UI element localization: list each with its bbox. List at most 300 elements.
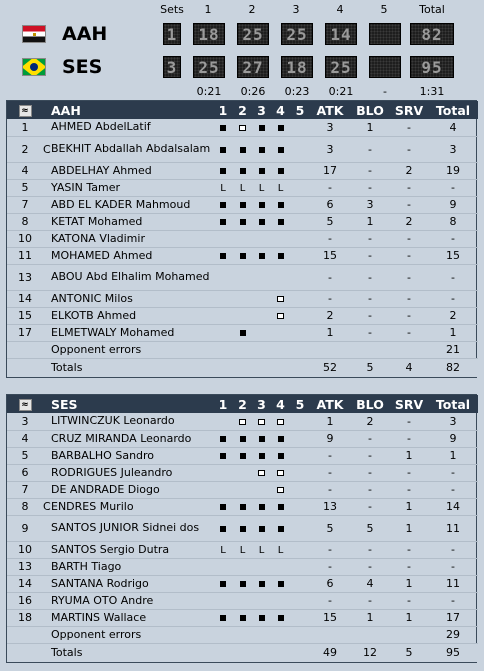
table-row	[7, 290, 478, 307]
set-1-participation	[213, 498, 233, 515]
srv-value: 2	[405, 164, 413, 177]
set-5-participation	[290, 515, 310, 541]
set-1-participation	[213, 592, 233, 609]
table-row	[7, 179, 478, 196]
set-4-participation	[271, 575, 290, 592]
sets-won: 3	[163, 56, 181, 78]
libero-marker: L	[258, 183, 265, 194]
team-stats-panel-ses	[6, 394, 477, 663]
atk-value: -	[328, 270, 332, 284]
blo-value: -	[368, 181, 372, 194]
col-set-3: 3	[257, 102, 266, 118]
total-value: 11	[446, 577, 460, 590]
starter-square-icon	[240, 504, 246, 510]
player-number: 11	[18, 249, 32, 262]
starter-square-icon	[240, 253, 246, 259]
captain-marker: C	[43, 500, 51, 513]
srv-value: -	[407, 270, 411, 284]
starter-square-icon	[259, 168, 265, 174]
col-total: Total	[435, 102, 471, 118]
player-number: 17	[18, 326, 32, 339]
player-number: 6	[21, 466, 29, 479]
set-2-participation	[233, 464, 252, 481]
captain-marker	[43, 481, 51, 498]
set-2-participation	[233, 179, 252, 196]
col-blo: BLO	[356, 102, 384, 118]
starter-square-icon	[278, 253, 284, 259]
atk-value: -	[328, 560, 332, 573]
player-name[interactable]: LITWINCZUK Leonardo	[51, 414, 175, 428]
player-number: 14	[18, 577, 32, 590]
table-row	[7, 264, 478, 290]
player-number: 7	[21, 483, 29, 496]
duration-set-5: -	[383, 85, 387, 98]
captain-marker	[43, 290, 51, 307]
set-3-participation	[252, 136, 271, 162]
blo-value: -	[368, 232, 372, 245]
player-name[interactable]: BEKHIT Abdallah Abdalsalam	[51, 142, 211, 155]
table-row	[7, 119, 478, 136]
player-name[interactable]: SANTOS JUNIOR Sidnei dos	[51, 521, 200, 534]
duration-set-1: 0:21	[196, 85, 222, 98]
atk-value: 6	[326, 198, 334, 211]
set-5-participation	[290, 464, 310, 481]
captain-marker	[43, 119, 51, 136]
captain-marker: C	[43, 142, 51, 156]
total-value: -	[451, 543, 455, 556]
atk-value: -	[328, 232, 332, 245]
player-name[interactable]: CRUZ MIRANDA Leonardo	[51, 431, 192, 445]
scoreboard-header	[0, 3, 484, 15]
captain-marker	[43, 264, 51, 290]
blo-value: -	[368, 270, 372, 284]
total-value: 9	[449, 432, 457, 445]
set-3-label: 3	[292, 3, 300, 16]
set-1-participation	[213, 247, 233, 264]
totals-blo: 12	[363, 646, 377, 660]
totals-row	[7, 358, 478, 377]
starter-square-icon	[220, 453, 226, 459]
blo-value: -	[368, 483, 372, 496]
set-1-participation	[213, 119, 233, 136]
total-value: -	[451, 594, 455, 607]
opponent-errors-row	[7, 341, 478, 358]
set-3-participation	[252, 324, 271, 341]
srv-value: 1	[405, 449, 413, 462]
substitute-square-icon	[258, 419, 265, 425]
set-4-participation	[271, 498, 290, 515]
set-2-participation	[233, 575, 252, 592]
set-2-participation	[233, 541, 252, 558]
total-score: 82	[410, 23, 454, 45]
srv-value: 1	[405, 611, 413, 624]
player-number: 1	[21, 120, 29, 134]
atk-value: 5	[326, 521, 334, 535]
starter-square-icon	[259, 526, 265, 532]
srv-value: 1	[405, 500, 413, 513]
captain-marker	[43, 464, 51, 481]
table-row	[7, 324, 478, 341]
blo-value: -	[368, 164, 372, 177]
libero-marker: L	[258, 545, 265, 556]
player-name[interactable]: MOHAMED Ahmed	[51, 248, 153, 262]
col-atk: ATK	[316, 396, 344, 412]
total-value: 9	[449, 198, 457, 211]
table-header	[7, 395, 478, 413]
starter-square-icon	[220, 125, 226, 131]
player-number: 5	[21, 181, 29, 194]
collapse-toggle-icon[interactable]: ≈	[19, 399, 32, 411]
player-name[interactable]: ABDELHAY Ahmed	[51, 163, 152, 177]
blo-value: -	[368, 500, 372, 513]
atk-value: 1	[326, 326, 334, 339]
set-1-participation	[213, 558, 233, 575]
player-name[interactable]: KETAT Mohamed	[51, 214, 143, 228]
srv-value: -	[407, 198, 411, 211]
player-number: 8	[21, 215, 29, 228]
atk-value: -	[328, 543, 332, 556]
table-row	[7, 196, 478, 213]
starter-square-icon	[259, 147, 265, 153]
set-3-participation	[252, 447, 271, 464]
set-2-participation	[233, 136, 252, 162]
set-score-2: 25	[237, 23, 269, 45]
srv-value: -	[407, 142, 411, 156]
set-3-participation	[252, 196, 271, 213]
total-value: 3	[449, 414, 457, 428]
starter-square-icon	[278, 615, 284, 621]
set-score-5	[369, 23, 401, 45]
duration-set-2: 0:26	[240, 85, 266, 98]
atk-value: 6	[326, 577, 334, 590]
set-2-participation	[233, 119, 252, 136]
set-1-participation	[213, 213, 233, 230]
set-4-participation	[271, 464, 290, 481]
atk-value: -	[328, 449, 332, 462]
set-2-participation	[233, 609, 252, 626]
set-1-participation	[213, 196, 233, 213]
table-row	[7, 481, 478, 498]
set-4-participation	[271, 324, 290, 341]
starter-square-icon	[220, 615, 226, 621]
set-1-participation	[213, 413, 233, 430]
substitute-square-icon	[277, 487, 284, 493]
set-4-participation	[271, 247, 290, 264]
player-name[interactable]: ABD EL KADER Mahmoud	[51, 197, 191, 211]
player-name[interactable]: RYUMA OTO Andre	[51, 593, 154, 607]
blo-value: -	[368, 292, 372, 305]
player-name[interactable]: MARTINS Wallace	[51, 610, 147, 624]
captain-marker	[43, 413, 51, 430]
captain-marker	[43, 558, 51, 575]
set-3-participation	[252, 162, 271, 179]
player-name[interactable]: ELMETWALY Mohamed	[51, 325, 175, 339]
set-5-label: 5	[380, 3, 388, 16]
set-1-participation	[213, 447, 233, 464]
starter-square-icon	[220, 504, 226, 510]
srv-value: -	[407, 432, 411, 445]
table-row	[7, 230, 478, 247]
captain-marker	[43, 179, 51, 196]
set-1-participation	[213, 430, 233, 447]
set-5-participation	[290, 592, 310, 609]
set-3-participation	[252, 290, 271, 307]
atk-value: -	[328, 483, 332, 496]
totals-srv: 5	[405, 646, 413, 660]
total-score: 95	[410, 56, 454, 78]
set-3-participation	[252, 230, 271, 247]
set-4-label: 4	[336, 3, 344, 16]
set-score-3: 25	[281, 23, 313, 45]
srv-value: -	[407, 249, 411, 262]
totals-label: Totals	[51, 645, 83, 659]
total-value: 4	[449, 120, 457, 134]
set-durations	[0, 85, 484, 97]
set-2-participation	[233, 162, 252, 179]
captain-marker	[43, 609, 51, 626]
stats-table	[7, 101, 478, 377]
player-name[interactable]: YASIN Tamer	[51, 180, 120, 194]
captain-marker	[43, 430, 51, 447]
set-5-participation	[290, 119, 310, 136]
libero-marker: L	[277, 545, 284, 556]
player-name[interactable]: ANTONIC Milos	[51, 291, 133, 305]
substitute-square-icon	[277, 313, 284, 319]
total-value: 8	[449, 215, 457, 228]
set-3-participation	[252, 247, 271, 264]
set-4-participation	[271, 592, 290, 609]
table-header	[7, 101, 478, 119]
blo-value: 2	[366, 414, 374, 428]
col-srv: SRV	[394, 396, 424, 412]
set-3-participation	[252, 430, 271, 447]
starter-square-icon	[278, 125, 284, 131]
substitute-square-icon	[277, 419, 284, 425]
set-5-participation	[290, 558, 310, 575]
totals-blo: 5	[366, 361, 374, 375]
set-4-participation	[271, 307, 290, 324]
set-1-participation	[213, 264, 233, 290]
col-set-3: 3	[257, 396, 266, 412]
col-set-5: 5	[295, 102, 305, 118]
libero-marker: L	[277, 183, 284, 194]
srv-value: -	[407, 466, 411, 479]
player-name[interactable]: ELKOTB Ahmed	[51, 308, 137, 322]
set-5-participation	[290, 162, 310, 179]
set-4-participation	[271, 413, 290, 430]
table-row	[7, 498, 478, 515]
player-number: 10	[18, 543, 32, 556]
col-blo: BLO	[356, 396, 384, 412]
col-set-2: 2	[238, 396, 247, 412]
total-value: 3	[449, 142, 457, 156]
set-4-participation	[271, 213, 290, 230]
table-row	[7, 447, 478, 464]
player-name[interactable]: ENDRES Murilo	[51, 499, 134, 513]
total-value: -	[451, 292, 455, 305]
player-name[interactable]: KATONA Vladimir	[51, 231, 145, 245]
atk-value: 2	[326, 309, 334, 322]
set-3-participation	[252, 609, 271, 626]
starter-square-icon	[220, 168, 226, 174]
player-name[interactable]: RODRIGUES Juleandro	[51, 465, 173, 479]
set-2-participation	[233, 196, 252, 213]
set-5-participation	[290, 413, 310, 430]
srv-value: 2	[405, 215, 413, 228]
set-score-1: 25	[193, 56, 225, 78]
starter-square-icon	[259, 504, 265, 510]
set-5-participation	[290, 324, 310, 341]
opponent-errors-label: Opponent errors	[51, 342, 142, 356]
table-row	[7, 575, 478, 592]
opponent-errors-value: 21	[446, 343, 460, 356]
set-score-4: 25	[325, 56, 357, 78]
duration-total: 1:31	[419, 85, 445, 98]
collapse-toggle-icon[interactable]: ≈	[19, 105, 32, 117]
blo-value: -	[368, 449, 372, 462]
set-5-participation	[290, 179, 310, 196]
starter-square-icon	[278, 168, 284, 174]
table-row	[7, 136, 478, 162]
blo-value: 1	[366, 611, 374, 624]
set-3-participation	[252, 119, 271, 136]
atk-value: 15	[323, 249, 337, 262]
srv-value: -	[407, 483, 411, 496]
set-5-participation	[290, 430, 310, 447]
scoreboard-team-aah	[0, 21, 484, 47]
set-1-participation	[213, 162, 233, 179]
collapse-cell[interactable]	[7, 395, 43, 413]
player-name[interactable]: BARTH Tiago	[51, 559, 122, 573]
set-score-4: 14	[325, 23, 357, 45]
blo-value: 1	[366, 120, 374, 134]
blo-value: 1	[366, 215, 374, 228]
srv-value: -	[407, 594, 411, 607]
substitute-square-icon	[277, 470, 284, 476]
table-row	[7, 430, 478, 447]
set-4-participation	[271, 162, 290, 179]
captain-marker	[43, 592, 51, 609]
player-name[interactable]: DE ANDRADE Diogo	[51, 482, 160, 496]
player-number: 9	[21, 521, 29, 535]
srv-value: 1	[405, 577, 413, 590]
total-label: Total	[419, 3, 445, 16]
set-1-participation	[213, 136, 233, 162]
blo-value: -	[368, 309, 372, 322]
set-1-participation	[213, 609, 233, 626]
duration-set-4: 0:21	[328, 85, 354, 98]
player-number: 15	[18, 309, 32, 322]
col-total: Total	[435, 396, 471, 412]
set-3-participation	[252, 264, 271, 290]
total-value: 17	[446, 611, 460, 624]
set-2-participation	[233, 230, 252, 247]
set-2-participation	[233, 558, 252, 575]
player-name[interactable]: AHMED AbdelLatif	[51, 120, 151, 134]
team-name-header: AAH	[51, 102, 81, 118]
atk-value: -	[328, 594, 332, 607]
player-number: 14	[18, 292, 32, 305]
srv-value: -	[407, 560, 411, 573]
set-2-participation	[233, 592, 252, 609]
player-name[interactable]: ABOU Abd Elhalim Mohamed	[51, 270, 210, 283]
atk-value: -	[328, 466, 332, 479]
set-1-participation	[213, 464, 233, 481]
starter-square-icon	[259, 581, 265, 587]
set-3-participation	[252, 541, 271, 558]
set-3-participation	[252, 498, 271, 515]
set-4-participation	[271, 430, 290, 447]
captain-marker	[43, 447, 51, 464]
player-name[interactable]: BARBALHO Sandro	[51, 448, 155, 462]
player-name[interactable]: SANTANA Rodrigo	[51, 576, 149, 590]
set-score-3: 18	[281, 56, 313, 78]
blo-value: -	[368, 326, 372, 339]
set-2-participation	[233, 515, 252, 541]
set-3-participation	[252, 558, 271, 575]
player-name[interactable]: SANTOS Sergio Dutra	[51, 542, 170, 556]
starter-square-icon	[220, 202, 226, 208]
starter-square-icon	[278, 219, 284, 225]
set-2-participation	[233, 447, 252, 464]
total-value: 1	[449, 449, 457, 462]
starter-square-icon	[278, 202, 284, 208]
total-value: 14	[446, 500, 460, 513]
player-number: 3	[21, 414, 29, 428]
blo-value: -	[368, 432, 372, 445]
total-value: 15	[446, 249, 460, 262]
set-5-participation	[290, 264, 310, 290]
starter-square-icon	[259, 253, 265, 259]
set-score-1: 18	[193, 23, 225, 45]
total-value: 11	[446, 521, 460, 535]
srv-value: -	[407, 181, 411, 194]
brazil-flag-icon	[22, 58, 46, 76]
captain-marker	[43, 515, 51, 541]
starter-square-icon	[259, 453, 265, 459]
atk-value: 3	[326, 120, 334, 134]
starter-square-icon	[240, 147, 246, 153]
player-number: 4	[21, 432, 29, 445]
starter-square-icon	[220, 219, 226, 225]
set-4-participation	[271, 136, 290, 162]
totals-row	[7, 643, 478, 662]
total-value: 19	[446, 164, 460, 177]
starter-square-icon	[220, 253, 226, 259]
captain-marker	[43, 196, 51, 213]
set-4-participation	[271, 447, 290, 464]
starter-square-icon	[278, 147, 284, 153]
captain-marker	[43, 307, 51, 324]
srv-value: -	[407, 414, 411, 428]
starter-square-icon	[220, 436, 226, 442]
player-number: 5	[21, 449, 29, 462]
substitute-square-icon	[277, 296, 284, 302]
atk-value: 9	[326, 432, 334, 445]
srv-value: -	[407, 292, 411, 305]
set-1-participation	[213, 515, 233, 541]
collapse-cell[interactable]	[7, 101, 43, 119]
substitute-square-icon	[239, 419, 246, 425]
set-3-participation	[252, 515, 271, 541]
starter-square-icon	[240, 219, 246, 225]
blo-value: -	[368, 249, 372, 262]
total-value: 2	[449, 309, 457, 322]
set-2-participation	[233, 264, 252, 290]
set-4-participation	[271, 609, 290, 626]
totals-atk: 52	[323, 361, 337, 375]
set-5-participation	[290, 213, 310, 230]
